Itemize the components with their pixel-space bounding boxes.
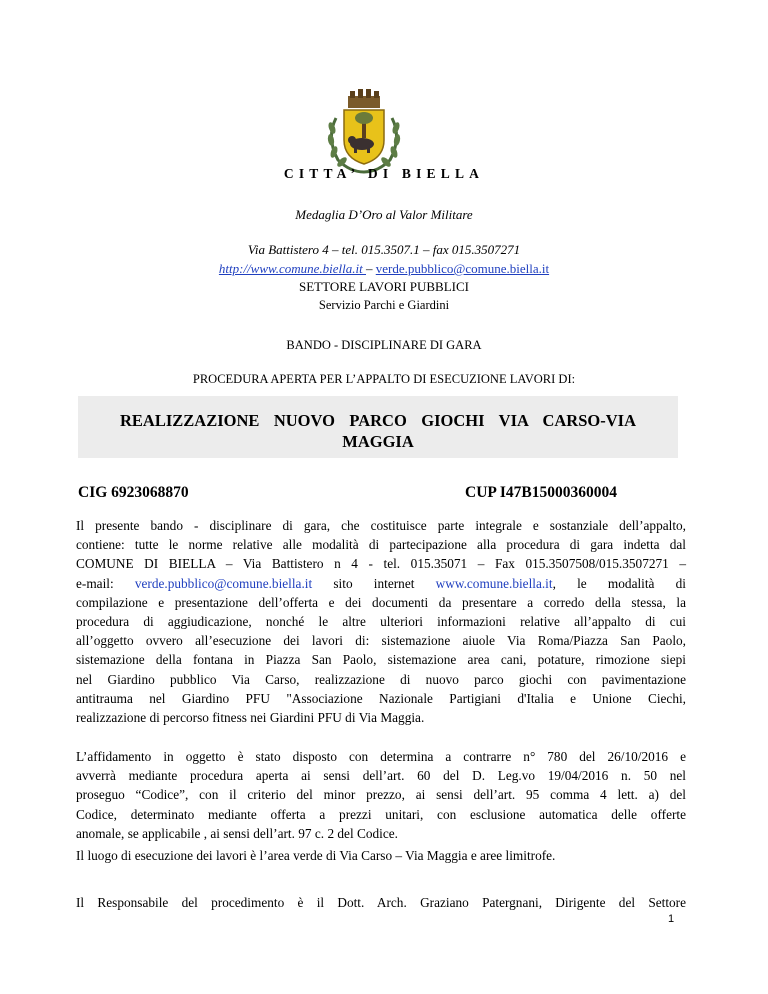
body-website-link[interactable]: www.comune.biella.it	[435, 575, 553, 591]
paragraph-line: sistemazione della fontana in Piazza San Paolo, sistemazione area cani, potature, rimozione siepi	[76, 652, 686, 668]
office-address: Via Battistero 4 – tel. 015.3507.1 – fax 015.3507271	[247, 242, 521, 257]
email-link[interactable]: verde.pubblico@comune.biella.it	[375, 261, 550, 276]
paragraph-line: anomale, se applicabile , ai sensi dell’art. 97 c. 2 del Codice.	[76, 825, 398, 841]
paragraph-line: all’oggetto ovvero all’esecuzione dei lavori di: sistemazione aiuole Via Roma/Piazza San Paolo,	[76, 633, 686, 649]
cup-code: CUP I47B15000360004	[465, 484, 617, 501]
project-title-box	[78, 396, 678, 458]
paragraph-line: procedura di aggiudicazione, nonché le altre ulteriori informazioni relative all’appalto di cui	[76, 614, 686, 630]
cig-code: CIG 6923068870	[78, 484, 189, 501]
city-motto: Medaglia D’Oro al Valor Militare	[295, 207, 473, 222]
sector-name: SETTORE LAVORI PUBBLICI	[299, 279, 469, 294]
paragraph-line	[76, 574, 686, 593]
paragraph-line: contiene: tutte le norme relative alle modalità di partecipazione alla procedura di gara indetta dal	[76, 537, 686, 553]
city-name: CITTA’ DI BIELLA	[283, 166, 485, 181]
procedure-title: PROCEDURA APERTA PER L’APPALTO DI ESECUZIONE LAVORI DI:	[192, 372, 576, 386]
service-name: Servizio Parchi e Giardini	[318, 298, 450, 312]
site-label: sito internet	[312, 575, 436, 591]
line-tail: , le modalità di	[552, 575, 687, 591]
paragraph-line: antitrauma nel Giardino PFU "Associazione Nazionale Partigiani d'Italia e Unione Ciechi,	[76, 690, 686, 706]
paragraph-line: L’affidamento in oggetto è stato disposto con determina a contrarre n° 780 del 26/10/2016 e	[76, 749, 686, 764]
paragraph-line: proseguo “Codice”, con il criterio del minor prezzo, ai sensi dell’art. 95 comma 4 lett. a) del	[76, 787, 686, 803]
project-title-line2: MAGGIA	[342, 432, 414, 451]
responsible-sentence: Il Responsabile del procedimento è il Dott. Arch. Graziano Patergnani, Dirigente del Settore	[76, 895, 686, 910]
award-paragraph	[76, 747, 686, 843]
paragraph-line: Il presente bando - disciplinare di gara, che costituisce parte integrale e sostanziale dell’appalto,	[76, 518, 686, 533]
intro-paragraph	[76, 516, 686, 727]
page-number: 1	[668, 913, 675, 925]
document-type: BANDO - DISCIPLINARE DI GARA	[286, 338, 482, 352]
paragraph-line: Codice, determinato mediante offerta a prezzi unitari, con esclusione automatica delle offerte	[76, 806, 686, 822]
body-email-link[interactable]: verde.pubblico@comune.biella.it	[134, 575, 313, 591]
paragraph-line: compilazione e presentazione dell’offerta e dei documenti da presentare a corredo della stessa, la	[76, 594, 686, 610]
website-link[interactable]: http://www.comune.biella.it	[218, 261, 366, 276]
paragraph-line: nel Giardino pubblico Via Carso, realizzazione di nuovo parco giochi con pavimentazione	[76, 671, 686, 687]
project-title-line1: REALIZZAZIONE NUOVO PARCO GIOCHI VIA CARSO-VIA	[120, 411, 636, 430]
paragraph-line: realizzazione di percorso fitness nei Giardini PFU di Via Maggia.	[76, 710, 425, 726]
paragraph-line: avverrà mediante procedura aperta ai sensi dell’art. 60 del D. Leg.vo 19/04/2016 n. 50 nel	[76, 768, 686, 784]
contact-links	[0, 261, 768, 277]
email-label: e-mail:	[76, 575, 135, 591]
link-separator: –	[366, 261, 376, 276]
location-sentence: Il luogo di esecuzione dei lavori è l’area verde di Via Carso – Via Maggia e aree limitrofe.	[76, 848, 556, 863]
city-crest-icon	[322, 88, 406, 174]
paragraph-line: COMUNE DI BIELLA – Via Battistero n 4 - tel. 015.35071 – Fax 015.3507508/015.3507271 –	[76, 556, 686, 572]
